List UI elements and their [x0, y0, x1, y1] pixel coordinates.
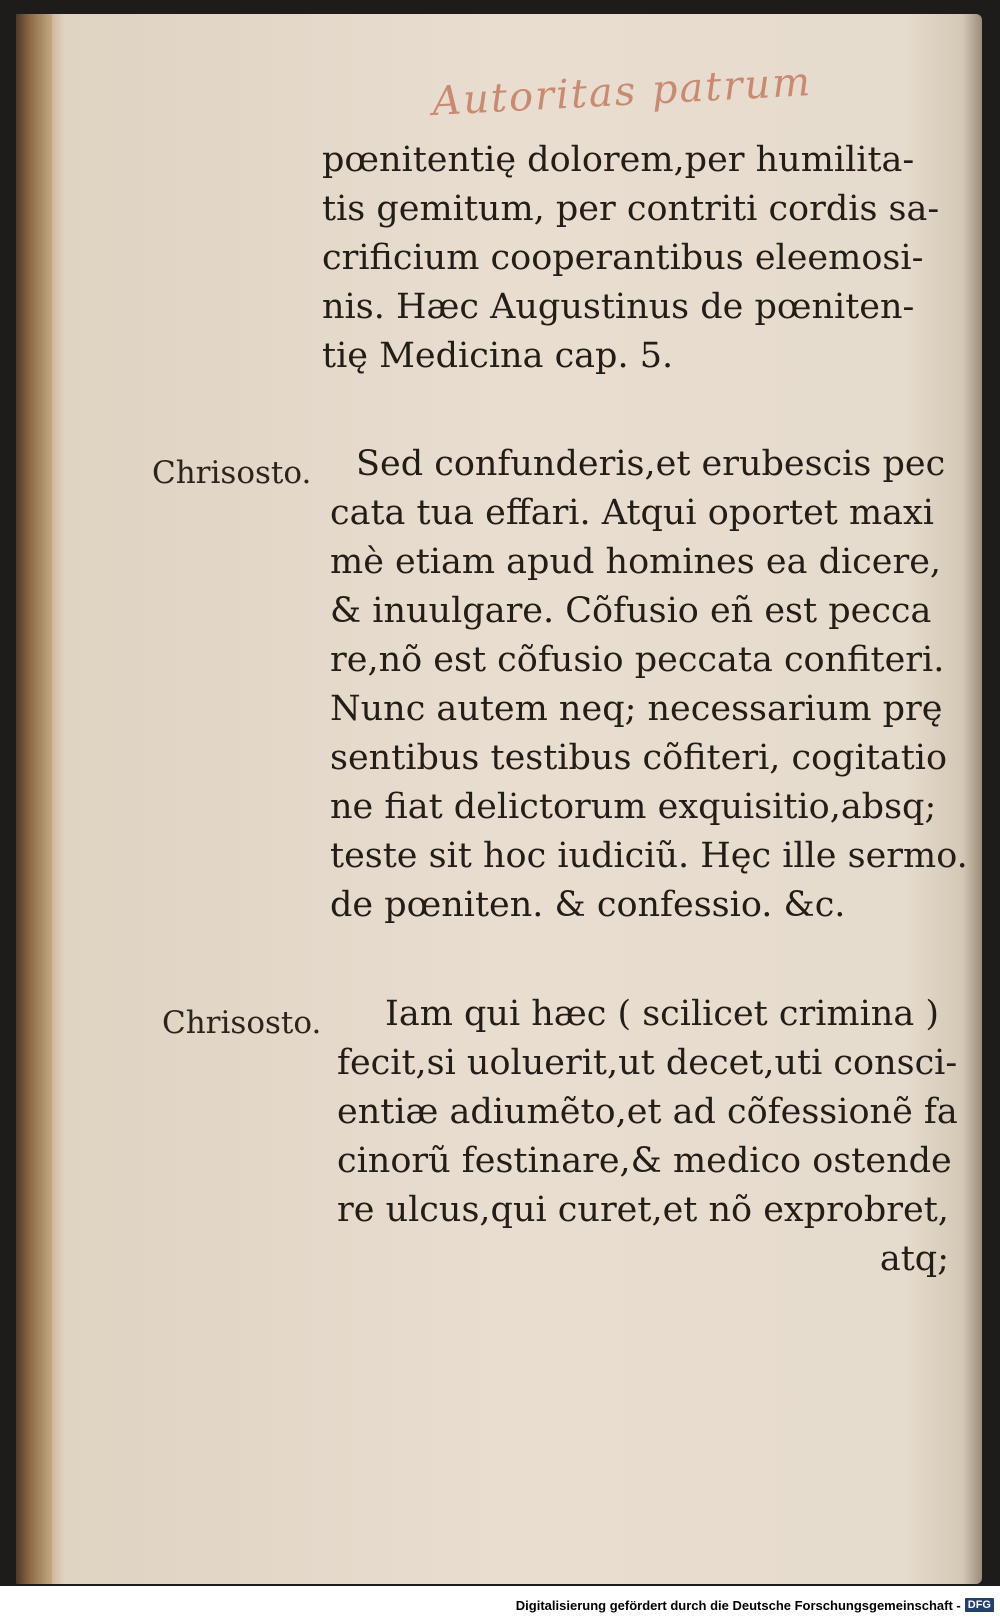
text-line: de pœniten. & confessio. &c. [330, 885, 846, 925]
margin-note: Chrisosto. [162, 1005, 322, 1041]
text-line: re ulcus,qui curet,et nõ exprobret, [337, 1190, 949, 1230]
page-gutter [16, 14, 52, 1584]
margin-note: Chrisosto. [152, 455, 312, 491]
text-line: tię Medicina cap. 5. [322, 336, 674, 376]
text-line: ne fiat delictorum exquisitio,absq; [330, 787, 937, 827]
text-line: nis. Hæc Augustinus de pœniten- [322, 287, 915, 327]
text-line: mè etiam apud homines ea dicere, [330, 542, 942, 582]
text-line: Sed confunderis,et erubescis pec [356, 444, 946, 484]
handwritten-annotation: Autoritas patrum [431, 59, 814, 125]
text-line: Nunc autem neq; necessarium prę [330, 689, 943, 729]
text-line: cata tua effari. Atqui oportet maxi [330, 493, 934, 533]
text-line: teste sit hoc iudiciũ. Hęc ille sermo. [330, 836, 968, 876]
text-line: re,nõ est cõfusio peccata confiteri. [330, 640, 945, 680]
text-line: entiæ adiumẽto,et ad cõfessionẽ fa [337, 1092, 958, 1132]
text-line: sentibus testibus cõfiteri, cogitatio [330, 738, 948, 778]
text-line: pœnitentię dolorem,per humilita- [322, 140, 915, 180]
text-line: fecit,si uoluerit,ut decet,uti consci- [337, 1043, 958, 1083]
catchword: atq; [879, 1239, 949, 1279]
dfg-logo: DFG [965, 1598, 994, 1612]
text-block-2 [330, 440, 968, 930]
text-line: Iam qui hæc ( scilicet crimina ) [385, 994, 939, 1034]
text-block-1 [322, 136, 939, 381]
footer-text: Digitalisierung gefördert durch die Deutsche Forschungsgemeinschaft - [515, 1597, 961, 1613]
text-line: tis gemitum, per contriti cordis sa- [322, 189, 940, 229]
text-line: cinorũ festinare,& medico ostende [337, 1141, 952, 1181]
text-line: & inuulgare. Cõfusio eñ est pecca [330, 591, 932, 631]
text-block-3 [337, 990, 958, 1284]
footer-credit [0, 1590, 994, 1620]
text-line: crificium cooperantibus eleemosi- [322, 238, 924, 278]
